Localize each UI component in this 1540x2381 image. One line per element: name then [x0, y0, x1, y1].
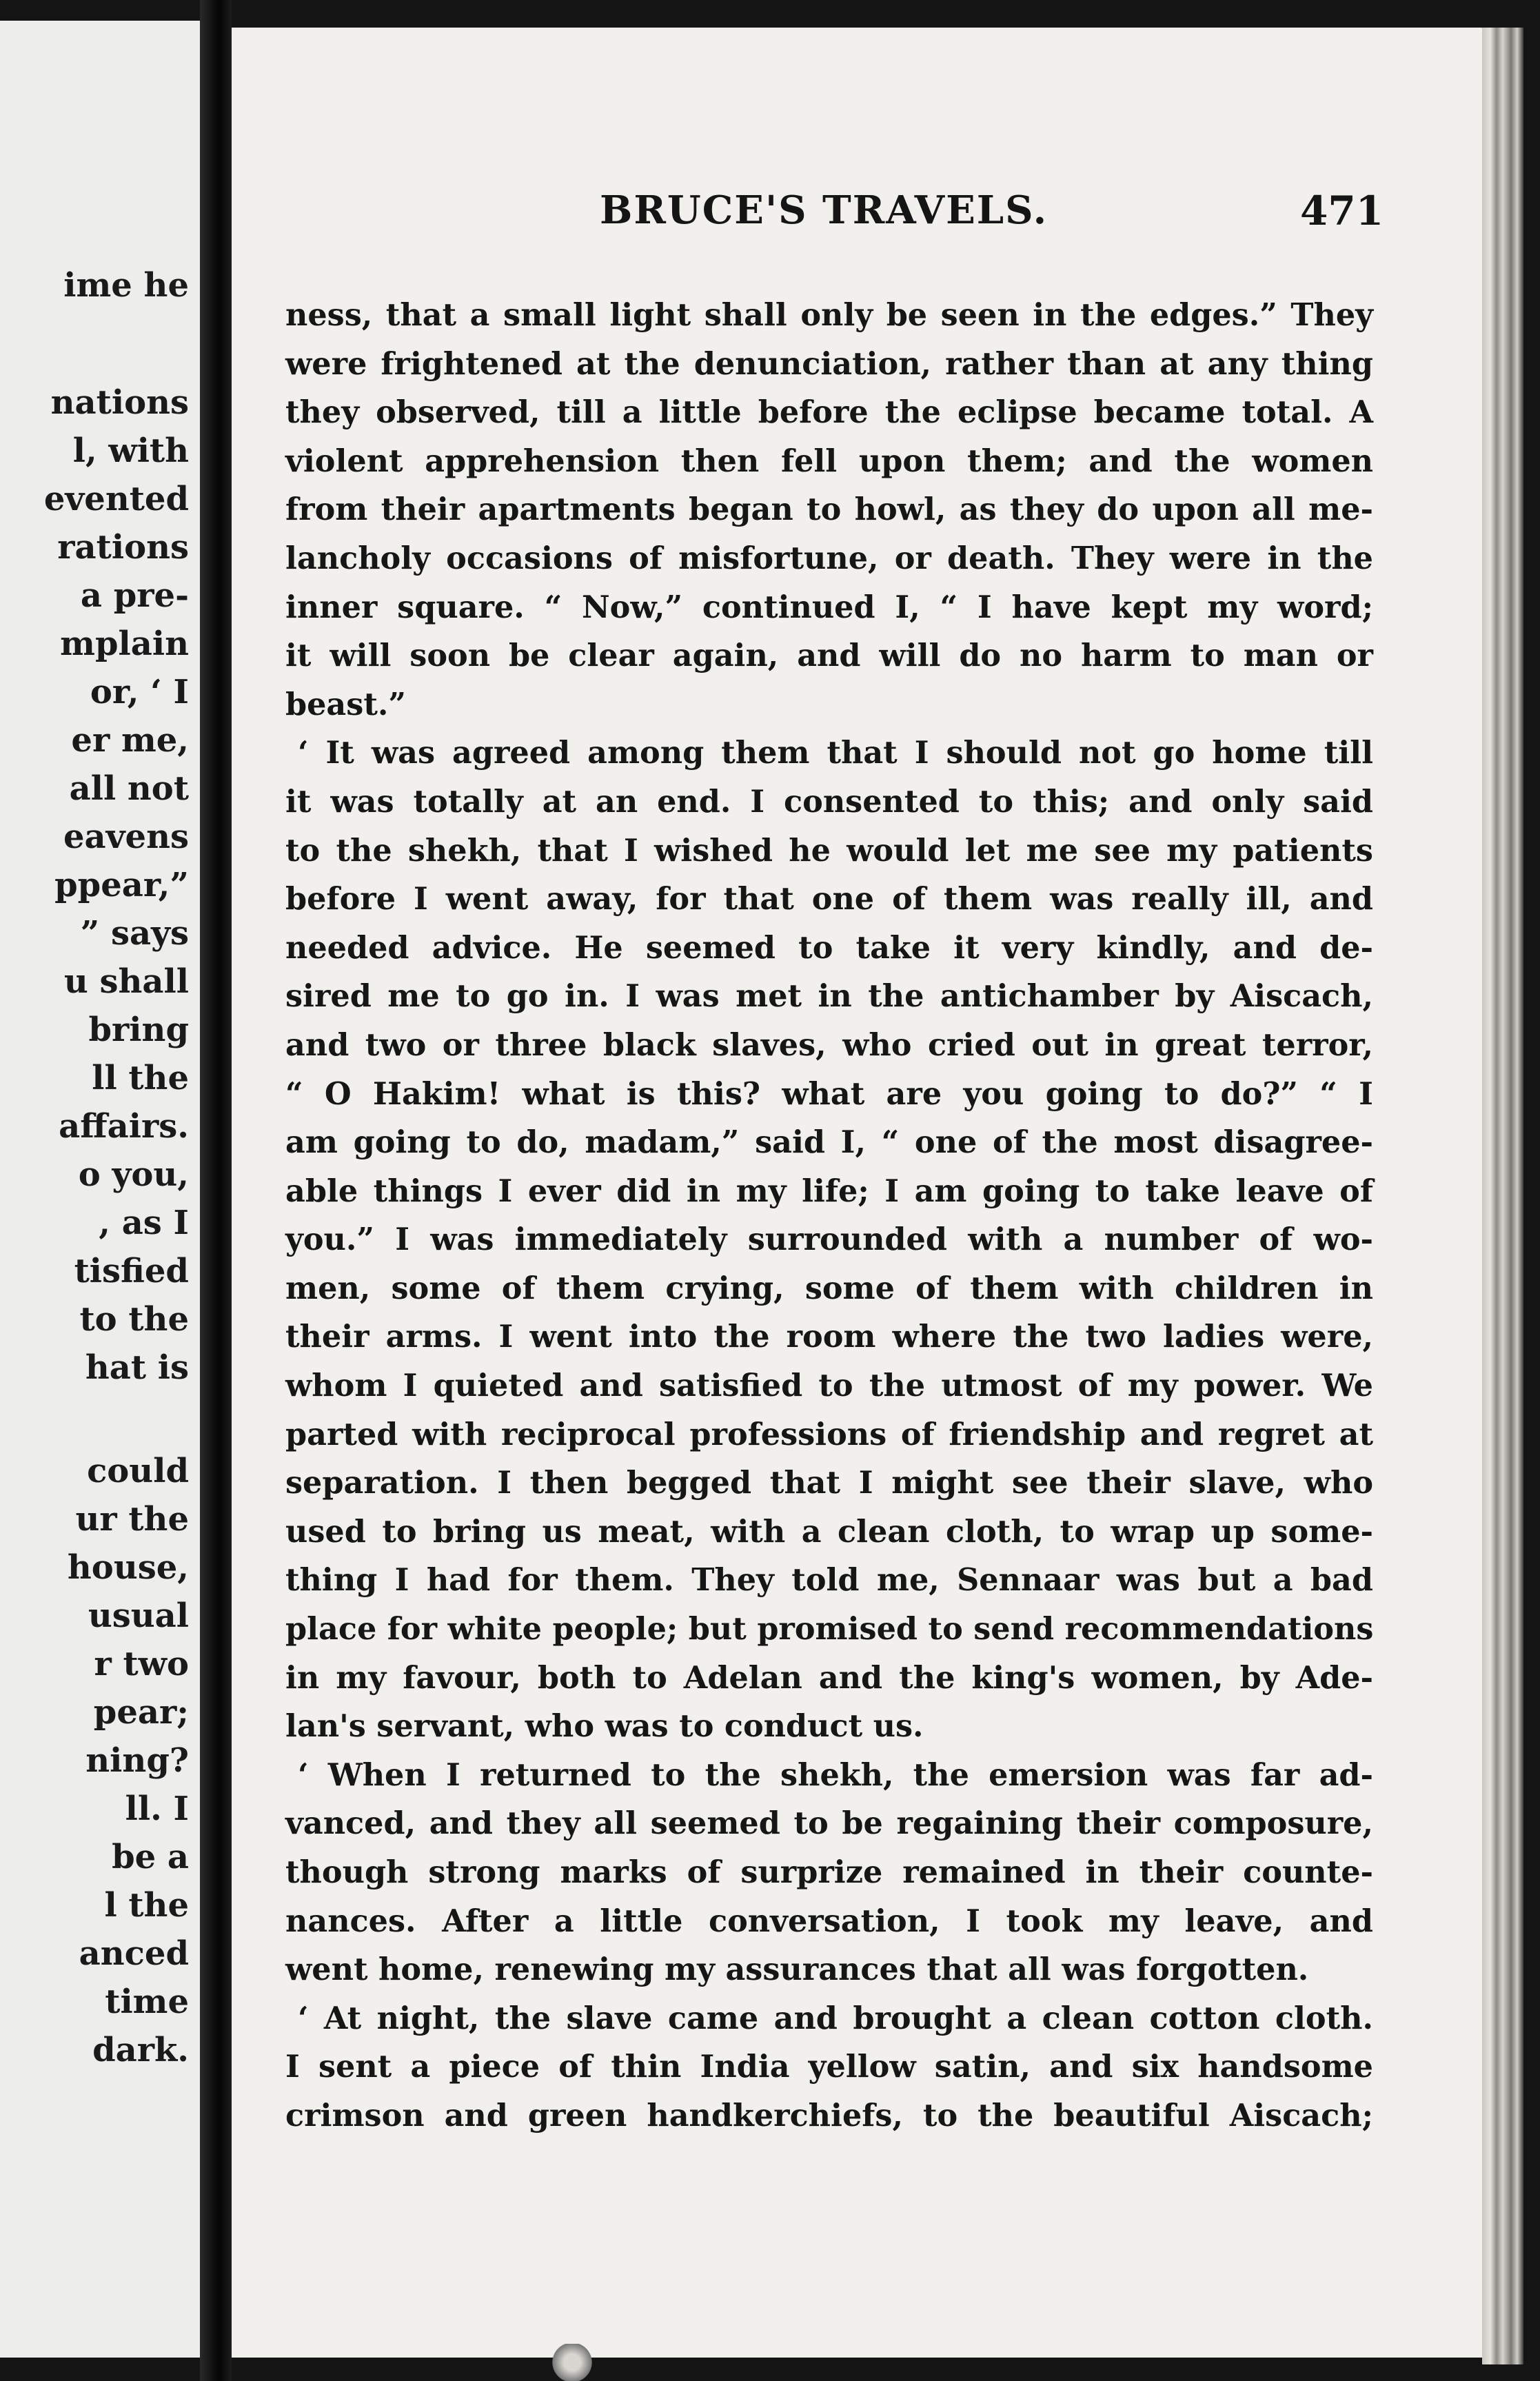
text-line: you.” I was immediately surrounded with a number of wo- — [285, 1222, 1373, 1258]
text-line: were frightened at the denunciation, rather than at any thing — [285, 345, 1373, 382]
text-line: I sent a piece of thin India yellow satin, and six handsome — [285, 2049, 1373, 2085]
left-line-fragment: a pre- — [80, 576, 189, 615]
left-line-fragment: u shall — [63, 962, 189, 1001]
text-line: separation. I then begged that I might see their slave, who — [285, 1465, 1373, 1501]
text-line: though strong marks of surprize remained in their counte- — [285, 1854, 1373, 1890]
left-line-fragment: ” says — [80, 914, 189, 953]
left-line-fragment: all not — [69, 769, 189, 808]
left-facing-page — [0, 21, 200, 2358]
left-line-fragment: o you, — [78, 1155, 189, 1194]
left-line-fragment: ll the — [92, 1059, 189, 1097]
text-line: lancholy occasions of misfortune, or death. They were in the — [285, 540, 1373, 576]
left-line-fragment: ning? — [85, 1741, 189, 1780]
text-line: “ O Hakim! what is this? what are you going to do?” “ I — [285, 1075, 1373, 1112]
body-text — [285, 291, 1373, 2140]
left-line-fragment: usual — [88, 1597, 189, 1635]
left-line-fragment: rations — [57, 528, 189, 567]
left-line-fragment: er me, — [71, 721, 189, 760]
text-line: am going to do, madam,” said I, “ one of the most disagree- — [285, 1124, 1373, 1161]
text-line: to the shekh, that I wished he would let me see my patients — [285, 832, 1373, 869]
text-line: vanced, and they all seemed to be regaining their composure, — [285, 1805, 1373, 1842]
text-line: used to bring us meat, with a clean cloth, to wrap up some- — [285, 1513, 1373, 1550]
left-line-fragment: pear; — [93, 1693, 189, 1732]
text-line: parted with reciprocal professions of friendship and regret at — [285, 1416, 1373, 1452]
text-line: ness, that a small light shall only be seen in the edges.” They — [285, 297, 1373, 333]
page-edges — [1482, 28, 1523, 2364]
left-line-fragment: ur the — [75, 1500, 189, 1539]
text-line: able things I ever did in my life; I am going to take leave of — [285, 1173, 1373, 1209]
paper-blot — [551, 2344, 593, 2381]
left-line-fragment: l, with — [72, 432, 189, 470]
text-line: inner square. “ Now,” continued I, “ I have kept my word; — [285, 589, 1373, 625]
left-line-fragment: mplain — [60, 625, 189, 663]
text-line: place for white people; but promised to send recommendations — [285, 1611, 1374, 1648]
text-line: nances. After a little conversation, I took my leave, and — [285, 1903, 1373, 1939]
text-line: lan's servant, who was to conduct us. — [285, 1708, 924, 1745]
text-line: ‘ It was agreed among them that I should not go home till — [298, 735, 1373, 771]
left-line-fragment: ppear,” — [54, 866, 189, 904]
text-line: whom I quieted and satisfied to the utmost of my power. We — [285, 1368, 1373, 1404]
text-line: ‘ At night, the slave came and brought a clean cotton cloth. — [298, 2000, 1373, 2036]
text-line: violent apprehension then fell upon them; and the women — [285, 443, 1373, 479]
text-line: in my favour, both to Adelan and the king's women, by Ade- — [285, 1659, 1373, 1696]
text-line: before I went away, for that one of them was really ill, and — [285, 881, 1373, 918]
left-line-fragment: ll. I — [125, 1790, 189, 1828]
left-line-fragment: evented — [43, 480, 189, 518]
left-line-fragment: ime he — [63, 266, 189, 305]
left-line-fragment: house, — [67, 1548, 189, 1587]
left-line-fragment: anced — [79, 1934, 189, 1973]
left-line-fragment: r two — [94, 1645, 189, 1683]
page-number: 471 — [1300, 188, 1384, 234]
left-line-fragment: to the — [79, 1300, 189, 1339]
left-line-fragment: nations — [50, 383, 189, 422]
book-gutter — [200, 0, 232, 2381]
text-line: crimson and green handkerchiefs, to the beautiful Aiscach; — [285, 2097, 1373, 2134]
running-title: BRUCE'S TRAVELS. — [600, 188, 1048, 233]
text-line: sired me to go in. I was met in the antichamber by Aiscach, — [285, 978, 1373, 1015]
left-line-fragment: hat is — [85, 1348, 189, 1387]
left-line-fragment: could — [87, 1452, 189, 1490]
left-line-fragment: bring — [88, 1011, 189, 1049]
left-line-fragment: time — [105, 1983, 189, 2021]
text-line: their arms. I went into the room where the two ladies were, — [285, 1319, 1373, 1355]
left-line-fragment: l the — [104, 1886, 189, 1925]
running-head — [232, 188, 1493, 243]
left-line-fragment: or, ‘ I — [90, 673, 189, 711]
text-line: they observed, till a little before the eclipse became total. A — [285, 394, 1373, 431]
left-line-fragment: , as I — [99, 1204, 189, 1242]
text-line: from their apartments began to howl, as they do upon all me- — [285, 492, 1373, 528]
right-page — [232, 28, 1493, 2358]
left-line-fragment: be a — [112, 1838, 189, 1876]
text-line: thing I had for them. They told me, Sennaar was but a bad — [285, 1562, 1373, 1599]
left-line-fragment: eavens — [63, 818, 189, 856]
left-line-fragment: affairs. — [59, 1107, 189, 1146]
left-line-fragment: tisfied — [74, 1252, 189, 1290]
text-line: it will soon be clear again, and will do no harm to man or — [285, 638, 1373, 674]
text-line: went home, renewing my assurances that all was forgotten. — [285, 1952, 1309, 1988]
text-line: needed advice. He seemed to take it very kindly, and de- — [285, 929, 1373, 966]
text-line: it was totally at an end. I consented to this; and only said — [285, 783, 1373, 820]
text-line: men, some of them crying, some of them with children in — [285, 1270, 1373, 1306]
text-line: ‘ When I returned to the shekh, the emersion was far ad- — [298, 1756, 1373, 1793]
text-line: beast.” — [285, 686, 406, 722]
left-line-fragment: dark. — [92, 2031, 189, 2069]
text-line: and two or three black slaves, who cried out in great terror, — [285, 1026, 1373, 1063]
